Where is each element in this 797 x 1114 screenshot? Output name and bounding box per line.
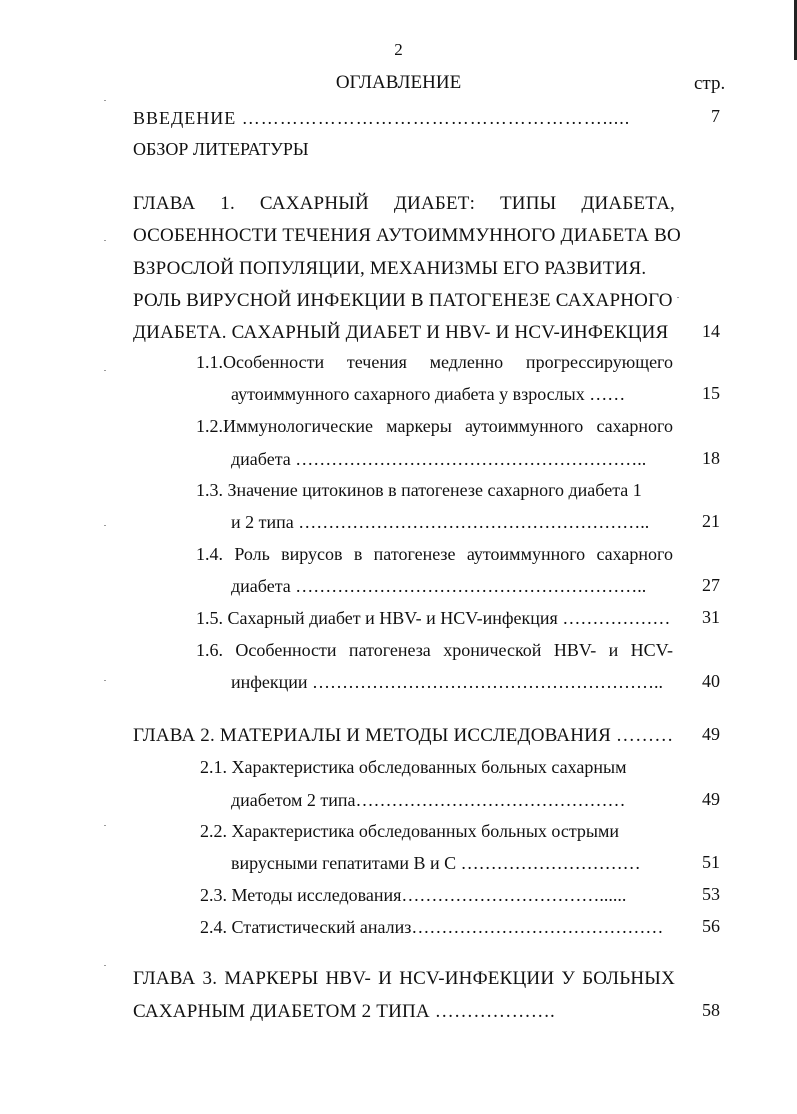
scan-speck <box>104 680 106 681</box>
toc-chapter-1-line: ОСОБЕННОСТИ ТЕЧЕНИЯ АУТОИММУННОГО ДИАБЕТА ВО <box>133 225 681 246</box>
toc-page-number: 27 <box>702 575 720 595</box>
toc-subsection-2-1: 2.1. Характеристика обследованных больных сахарным <box>200 757 627 777</box>
toc-chapter-3-cont: САХАРНЫМ ДИАБЕТОМ 2 ТИПА ………………. <box>133 1001 555 1022</box>
scan-speck <box>104 370 106 371</box>
scan-speck <box>104 240 106 241</box>
scan-speck <box>104 525 106 526</box>
page-column-label: стр. <box>694 73 726 94</box>
toc-page-number: 58 <box>702 1000 720 1020</box>
toc-page-number: 7 <box>711 106 720 126</box>
toc-subsection-2-2-cont: вирусными гепатитами В и С ………………………… <box>231 853 641 873</box>
scan-speck <box>677 297 679 298</box>
toc-subsection-1-6: 1.6. Особенности патогенеза хронической HBV- и HCV- <box>196 640 673 660</box>
toc-page-number: 49 <box>702 789 720 809</box>
toc-section-review: ОБЗОР ЛИТЕРАТУРЫ <box>133 139 309 159</box>
toc-chapter-1-line: ВЗРОСЛОЙ ПОПУЛЯЦИИ, МЕХАНИЗМЫ ЕГО РАЗВИТИЯ. <box>133 258 647 279</box>
toc-page-number: 15 <box>702 383 720 403</box>
toc-subsection-1-4-cont: диабета ………………………………………………….. <box>231 576 647 596</box>
toc-subsection-2-4: 2.4. Статистический анализ…………………………………… <box>200 917 664 937</box>
toc-page-number: 51 <box>702 852 720 872</box>
toc-page-number: 21 <box>702 511 720 531</box>
toc-subsection-2-1-cont: диабетом 2 типа……………………………………… <box>231 790 626 810</box>
toc-chapter-1-line: ДИАБЕТА. САХАРНЫЙ ДИАБЕТ И HBV- И HCV-ИНФЕКЦИЯ <box>133 322 669 343</box>
toc-entry-introduction: ВВЕДЕНИЕ …………………………………………………..... <box>133 108 631 128</box>
page-number: 2 <box>394 40 403 59</box>
toc-subsection-1-4: 1.4. Роль вирусов в патогенезе аутоиммунного сахарного <box>196 544 673 564</box>
toc-page-number: 49 <box>702 724 720 744</box>
toc-subsection-1-6-cont: инфекции ………………………………………………….. <box>231 672 664 692</box>
toc-page-number: 56 <box>702 916 720 936</box>
scan-speck <box>104 965 106 966</box>
toc-subsection-1-2-cont: диабета ………………………………………………….. <box>231 449 647 469</box>
page-title: ОГЛАВЛЕНИЕ <box>335 72 462 93</box>
toc-subsection-1-1-cont: аутоиммунного сахарного диабета у взрослых …… <box>231 384 626 404</box>
toc-subsection-1-3: 1.3. Значение цитокинов в патогенезе сахарного диабета 1 <box>196 480 642 500</box>
toc-chapter-2: ГЛАВА 2. МАТЕРИАЛЫ И МЕТОДЫ ИССЛЕДОВАНИЯ ……… <box>133 725 674 746</box>
scan-speck <box>104 825 106 826</box>
toc-subsection-1-3-cont: и 2 типа ………………………………………………….. <box>231 512 650 532</box>
toc-page-number: 18 <box>702 448 720 468</box>
toc-chapter-3: ГЛАВА 3. МАРКЕРЫ HBV- И HCV-ИНФЕКЦИИ У БОЛЬНЫХ <box>133 968 675 989</box>
toc-chapter-1-line: ГЛАВА 1. САХАРНЫЙ ДИАБЕТ: ТИПЫ ДИАБЕТА, <box>133 193 675 214</box>
toc-subsection-2-3: 2.3. Методы исследования……………………………...... <box>200 885 627 905</box>
toc-chapter-1-line: РОЛЬ ВИРУСНОЙ ИНФЕКЦИИ В ПАТОГЕНЕЗЕ САХАРНОГО <box>133 290 673 311</box>
toc-subsection-1-1: 1.1.Особенности течения медленно прогрессирующего <box>196 352 673 372</box>
toc-page-number: 31 <box>702 607 720 627</box>
toc-page-number: 40 <box>702 671 720 691</box>
scan-speck <box>104 100 106 101</box>
toc-subsection-1-5: 1.5. Сахарный диабет и HBV- и HCV-инфекция ……………… <box>196 608 671 628</box>
toc-subsection-1-2: 1.2.Иммунологические маркеры аутоиммунного сахарного <box>196 416 673 436</box>
toc-page-number: 53 <box>702 884 720 904</box>
toc-subsection-2-2: 2.2. Характеристика обследованных больных острыми <box>200 821 620 841</box>
toc-page-number: 14 <box>702 321 720 341</box>
